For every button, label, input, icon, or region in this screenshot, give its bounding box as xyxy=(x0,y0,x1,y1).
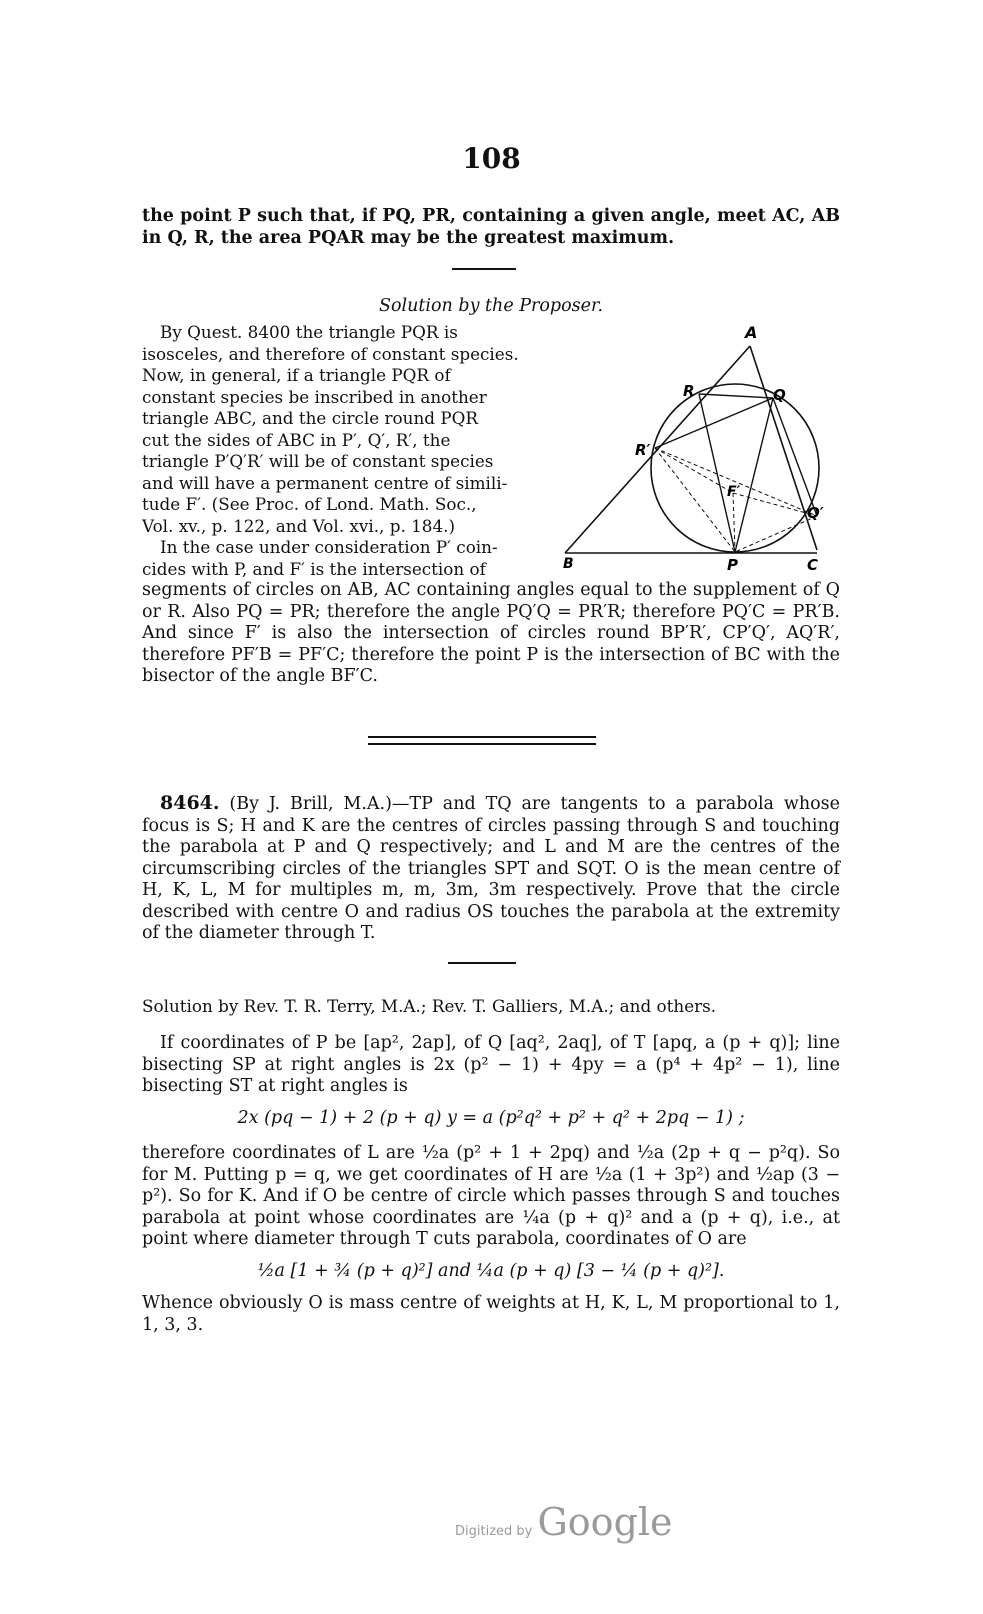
label-r-prime: R′ xyxy=(635,441,651,459)
question-number: 8464. xyxy=(160,792,220,814)
solution1-line: constant species be inscribed in another xyxy=(142,386,487,407)
label-p: P xyxy=(727,556,738,574)
label-q-prime: Q′ xyxy=(807,504,824,522)
label-r: R xyxy=(683,382,695,400)
solution1-line: and will have a permanent centre of simili- xyxy=(142,472,508,493)
geometry-figure xyxy=(555,318,845,580)
section-double-rule xyxy=(368,736,596,745)
digitized-by-text: Digitized by xyxy=(455,1524,533,1539)
segment-rq-ext xyxy=(655,398,773,448)
solution2-heading: Solution by Rev. T. R. Terry, M.A.; Rev. T. Galliers, M.A.; and others. xyxy=(142,996,717,1016)
separator-rule-2 xyxy=(448,962,516,964)
solution1-line: isosceles, and therefore of constant species. xyxy=(142,343,519,364)
solution2-para3: Whence obviously O is mass centre of weights at H, K, L, M proportional to 1, 1, 3, 3. xyxy=(142,1293,840,1335)
solution1-line: tude F′. (See Proc. of Lond. Math. Soc., xyxy=(142,494,477,514)
solution1-line: By Quest. 8400 the triangle PQR is xyxy=(160,322,458,342)
solution1-line: Now, in general, if a triangle PQR of xyxy=(142,365,451,385)
solution1-line: cut the sides of ABC in P′, Q′, R′, the xyxy=(142,429,451,450)
solution1-body: segments of circles on AB, AC containing angles equal to the supplement of Q or R. Also PQ = PR; therefore the angle PQ′Q = PR′R; therefore PQ′C = PR′B. And since F′ is also the intersection of circles round BP′R′, CP′Q′, AQ′R′, therefore PF′B = PF′C; therefore the point P is the intersection of BC with the bisector of the angle BF′C. xyxy=(142,580,840,686)
solution2-equation1: 2x (pq − 1) + 2 (p + q) y = a (p²q² + p² + q² + 2pq − 1) ; xyxy=(237,1108,745,1128)
solution2-para2: therefore coordinates of L are ½a (p² + 1 + 2pq) and ½a (2p + q − p²q). So for M. Putting p = q, we get coordinates of H are ½a (1 + 3p²) and ½ap (3 − p²). So for K. And if O be centre of circle which passes through S and touches parabola at point whose coordinates are ¼a (p + q)² and a (p + q), i.e., at point where diameter through T cuts parabola, coordinates of O are xyxy=(142,1143,840,1249)
label-c: C xyxy=(807,556,819,574)
solution1-line: triangle P′Q′R′ will be of constant species xyxy=(142,451,494,471)
solution1-line: cides with P, and F′ is the intersection of xyxy=(142,558,486,579)
label-b: B xyxy=(563,556,574,572)
label-a: A xyxy=(745,323,758,342)
intro-text: the point P such that, if PQ, PR, containing a given angle, meet AC, AB in Q, R, the area PQAR may be the greatest maximum. xyxy=(142,206,840,248)
solution2-equation2: ½a [1 + ¾ (p + q)²] and ¼a (p + q) [3 − ¼ (p + q)²]. xyxy=(257,1261,725,1281)
solution1-line: triangle ABC, and the circle round PQR xyxy=(142,408,479,428)
chord-rq xyxy=(699,394,773,398)
solution1-line: Vol. xv., p. 122, and Vol. xvi., p. 184.) xyxy=(142,515,456,536)
google-logo: Google xyxy=(537,1500,673,1544)
solution1-heading: Solution by the Proposer. xyxy=(378,296,604,316)
google-watermark xyxy=(455,1500,673,1544)
separator-rule xyxy=(452,268,516,270)
dashed-q1-p xyxy=(735,516,817,552)
question-text: (By J. Brill, M.A.)—TP and TQ are tangents to a parabola whose focus is S; H and K are the centres of circles passing through S and touching the parabola at P and Q respectively; and L and M are the centres of the circumscribing circles of the triangles SPT and SQT. O is the mean centre of H, K, L, M for multiples m, m, 3m, 3m respectively. Prove that the circle described with centre O and radius OS touches the parabola at the extremity of the diameter through T. xyxy=(142,794,840,943)
dashed-r1-q1 xyxy=(655,448,817,516)
label-q: Q xyxy=(773,386,786,404)
circle-pqr xyxy=(651,384,819,552)
question-8464 xyxy=(142,793,840,945)
segment-pq xyxy=(735,398,773,552)
dashed-r1-f xyxy=(655,448,733,493)
label-f-prime: F′ xyxy=(727,484,741,500)
solution1-line: In the case under consideration P′ coin- xyxy=(160,537,498,557)
segment-q-q1 xyxy=(773,398,817,516)
page-number: 108 xyxy=(462,142,521,175)
solution2-para1: If coordinates of P be [ap², 2ap], of Q [aq², 2aq], of T [apq, a (p + q)]; line bisecting SP at right angles is 2x (p² − 1) + 4py = a (p⁴ + 4p² − 1), line bisecting ST at right angles is xyxy=(142,1033,840,1096)
